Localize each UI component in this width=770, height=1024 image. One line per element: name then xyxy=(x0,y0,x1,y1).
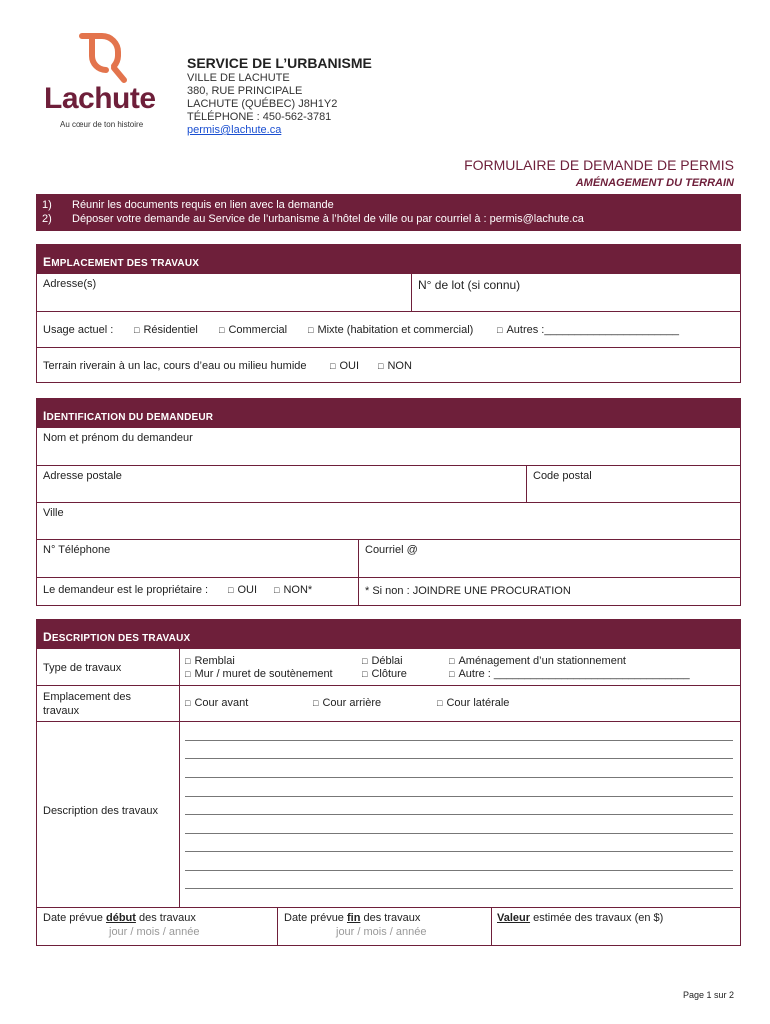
lot-label: N° de lot (si connu) xyxy=(418,278,521,292)
telephone-field[interactable] xyxy=(37,540,357,576)
checkbox-label: Résidentiel xyxy=(143,324,198,336)
address-line: TÉLÉPHONE : 450-562-3781 xyxy=(187,111,332,123)
label-text: estimée des travaux (en $) xyxy=(530,912,664,924)
instruction-text: Réunir les documents requis en lien avec la demande xyxy=(72,199,334,211)
address-line: 380, RUE PRINCIPALE xyxy=(187,85,303,97)
label-emphasis: Valeur xyxy=(497,912,531,924)
lot-field[interactable] xyxy=(412,274,740,310)
date-fin-field[interactable] xyxy=(278,908,490,945)
checkbox-label: OUI xyxy=(237,584,257,596)
writing-line xyxy=(185,777,733,778)
usage-autres-checkbox[interactable] xyxy=(497,324,679,336)
adresse-postale-label: Adresse postale xyxy=(43,470,122,482)
checkbox-label: Cour latérale xyxy=(446,697,510,709)
label-text: Date prévue xyxy=(284,912,347,924)
usage-mixte-checkbox[interactable] xyxy=(308,324,473,336)
instructions-bar xyxy=(36,195,741,231)
writing-line xyxy=(185,833,733,834)
description-label: Description des travaux xyxy=(43,805,158,817)
emplacement-travaux-label: Emplacement des travaux xyxy=(43,691,132,717)
checkbox-label: Autres :______________________ xyxy=(506,324,679,336)
valeur-field[interactable] xyxy=(492,908,740,945)
terrain-riverain-label: Terrain riverain à un lac, cours d’eau ou milieu humide xyxy=(43,360,307,372)
cour-arriere-checkbox[interactable] xyxy=(313,697,381,709)
type-travaux-label: Type de travaux xyxy=(43,662,122,674)
address-line: LACHUTE (QUÉBEC) J8H1Y2 xyxy=(187,98,338,110)
checkbox-label: Cour arrière xyxy=(322,697,382,709)
type-cloture-checkbox[interactable] xyxy=(362,668,407,680)
date-debut-hint: jour / mois / année xyxy=(109,926,200,938)
type-autre-checkbox[interactable] xyxy=(449,668,690,680)
label-text: des travaux xyxy=(135,912,196,924)
writing-line xyxy=(185,740,733,741)
section-header-demandeur xyxy=(36,398,741,428)
instruction-num: 1) xyxy=(42,199,52,211)
type-stationnement-checkbox[interactable] xyxy=(449,655,626,667)
checkbox-label: NON* xyxy=(283,584,313,596)
checkbox-label: NON xyxy=(387,360,412,372)
email-link[interactable]: permis@lachute.ca xyxy=(187,124,282,136)
instruction-text: Déposer votre demande au Service de l’urbanisme à l’hôtel de ville ou par courriel à : permis@lachute.ca xyxy=(72,213,584,225)
writing-line xyxy=(185,814,733,815)
divider xyxy=(36,347,741,348)
section-title-rest: MPLACEMENT DES TRAVAUX xyxy=(51,258,200,269)
brand-tagline: Au cœur de ton histoire xyxy=(60,120,144,129)
instruction-num: 2) xyxy=(42,213,52,225)
address-label: Adresse(s) xyxy=(43,278,97,290)
writing-line xyxy=(185,870,733,871)
checkbox-label: Commercial xyxy=(228,324,288,336)
nom-field[interactable] xyxy=(37,428,740,464)
divider xyxy=(36,311,741,312)
lachute-logo xyxy=(44,32,174,132)
writing-line xyxy=(185,851,733,852)
checkbox-label: Remblai xyxy=(194,655,235,667)
type-remblai-checkbox[interactable] xyxy=(185,655,235,667)
date-debut-field[interactable] xyxy=(37,908,276,945)
divider xyxy=(36,577,741,578)
checkbox-label: Autre : ________________________________ xyxy=(458,668,690,680)
usage-residentiel-checkbox[interactable] xyxy=(134,324,198,336)
writing-line xyxy=(185,758,733,759)
courriel-field[interactable] xyxy=(359,540,740,576)
label-emphasis: début xyxy=(105,912,136,924)
date-fin-hint: jour / mois / année xyxy=(336,926,427,938)
usage-label: Usage actuel : xyxy=(43,324,114,336)
label-emphasis: fin xyxy=(346,912,361,924)
telephone-label: N° Téléphone xyxy=(43,544,111,556)
checkbox-label: Mixte (habitation et commercial) xyxy=(317,324,474,336)
checkbox-label: Mur / muret de soutènement xyxy=(194,668,333,680)
usage-commercial-checkbox[interactable] xyxy=(219,324,287,336)
cour-laterale-checkbox[interactable] xyxy=(437,697,509,709)
section-title-rest: DENTIFICATION DU DEMANDEUR xyxy=(46,412,214,423)
adresse-postale-field[interactable] xyxy=(37,466,525,501)
section-title-rest: ESCRIPTION DES TRAVAUX xyxy=(51,633,191,644)
section-header-emplacement xyxy=(36,244,741,274)
divider xyxy=(36,685,741,686)
date-fin-label xyxy=(284,912,420,924)
nom-label: Nom et prénom du demandeur xyxy=(43,432,193,444)
description-textarea[interactable] xyxy=(180,722,740,906)
type-deblai-checkbox[interactable] xyxy=(362,655,403,667)
ville-label: Ville xyxy=(43,507,64,519)
checkbox-label: Cour avant xyxy=(194,697,249,709)
page-number: Page 1 sur 2 xyxy=(682,990,734,1000)
section-title-initial: E xyxy=(43,255,52,269)
writing-line xyxy=(185,796,733,797)
form-title: FORMULAIRE DE DEMANDE DE PERMIS xyxy=(464,157,734,173)
terrain-non-checkbox[interactable] xyxy=(378,360,412,372)
checkbox-label: Déblai xyxy=(371,655,403,667)
checkbox-label: Clôture xyxy=(371,668,407,680)
cour-avant-checkbox[interactable] xyxy=(185,697,248,709)
checkbox-label: Aménagement d’un stationnement xyxy=(458,655,626,667)
section-header-description xyxy=(36,619,741,649)
code-postal-field[interactable] xyxy=(527,466,740,501)
ville-field[interactable] xyxy=(37,503,740,538)
brand-name: Lachute xyxy=(44,82,156,115)
address-field[interactable] xyxy=(37,274,410,310)
valeur-label xyxy=(497,912,663,924)
type-mur-checkbox[interactable] xyxy=(185,668,333,680)
label-text: des travaux xyxy=(360,912,421,924)
writing-line xyxy=(185,888,733,889)
address-block xyxy=(187,72,337,137)
date-debut-label xyxy=(43,912,196,924)
procuration-note: * Si non : JOINDRE UNE PROCURATION xyxy=(365,585,571,597)
proprietaire-label: Le demandeur est le propriétaire : xyxy=(43,584,209,596)
service-title: SERVICE DE L’URBANISME xyxy=(187,55,372,71)
terrain-oui-checkbox[interactable] xyxy=(330,360,359,372)
section-title-initial: D xyxy=(43,630,52,644)
lachute-logo-mark-icon xyxy=(78,32,134,84)
label-text: Date prévue xyxy=(43,912,106,924)
address-line: VILLE DE LACHUTE xyxy=(187,72,290,84)
proprietaire-non-checkbox[interactable] xyxy=(274,584,312,596)
code-postal-label: Code postal xyxy=(533,470,592,482)
form-subtitle: AMÉNAGEMENT DU TERRAIN xyxy=(575,177,734,189)
courriel-label: Courriel @ xyxy=(365,544,418,556)
section-title-initial: I xyxy=(43,409,47,423)
proprietaire-oui-checkbox[interactable] xyxy=(228,584,257,596)
checkbox-label: OUI xyxy=(339,360,359,372)
